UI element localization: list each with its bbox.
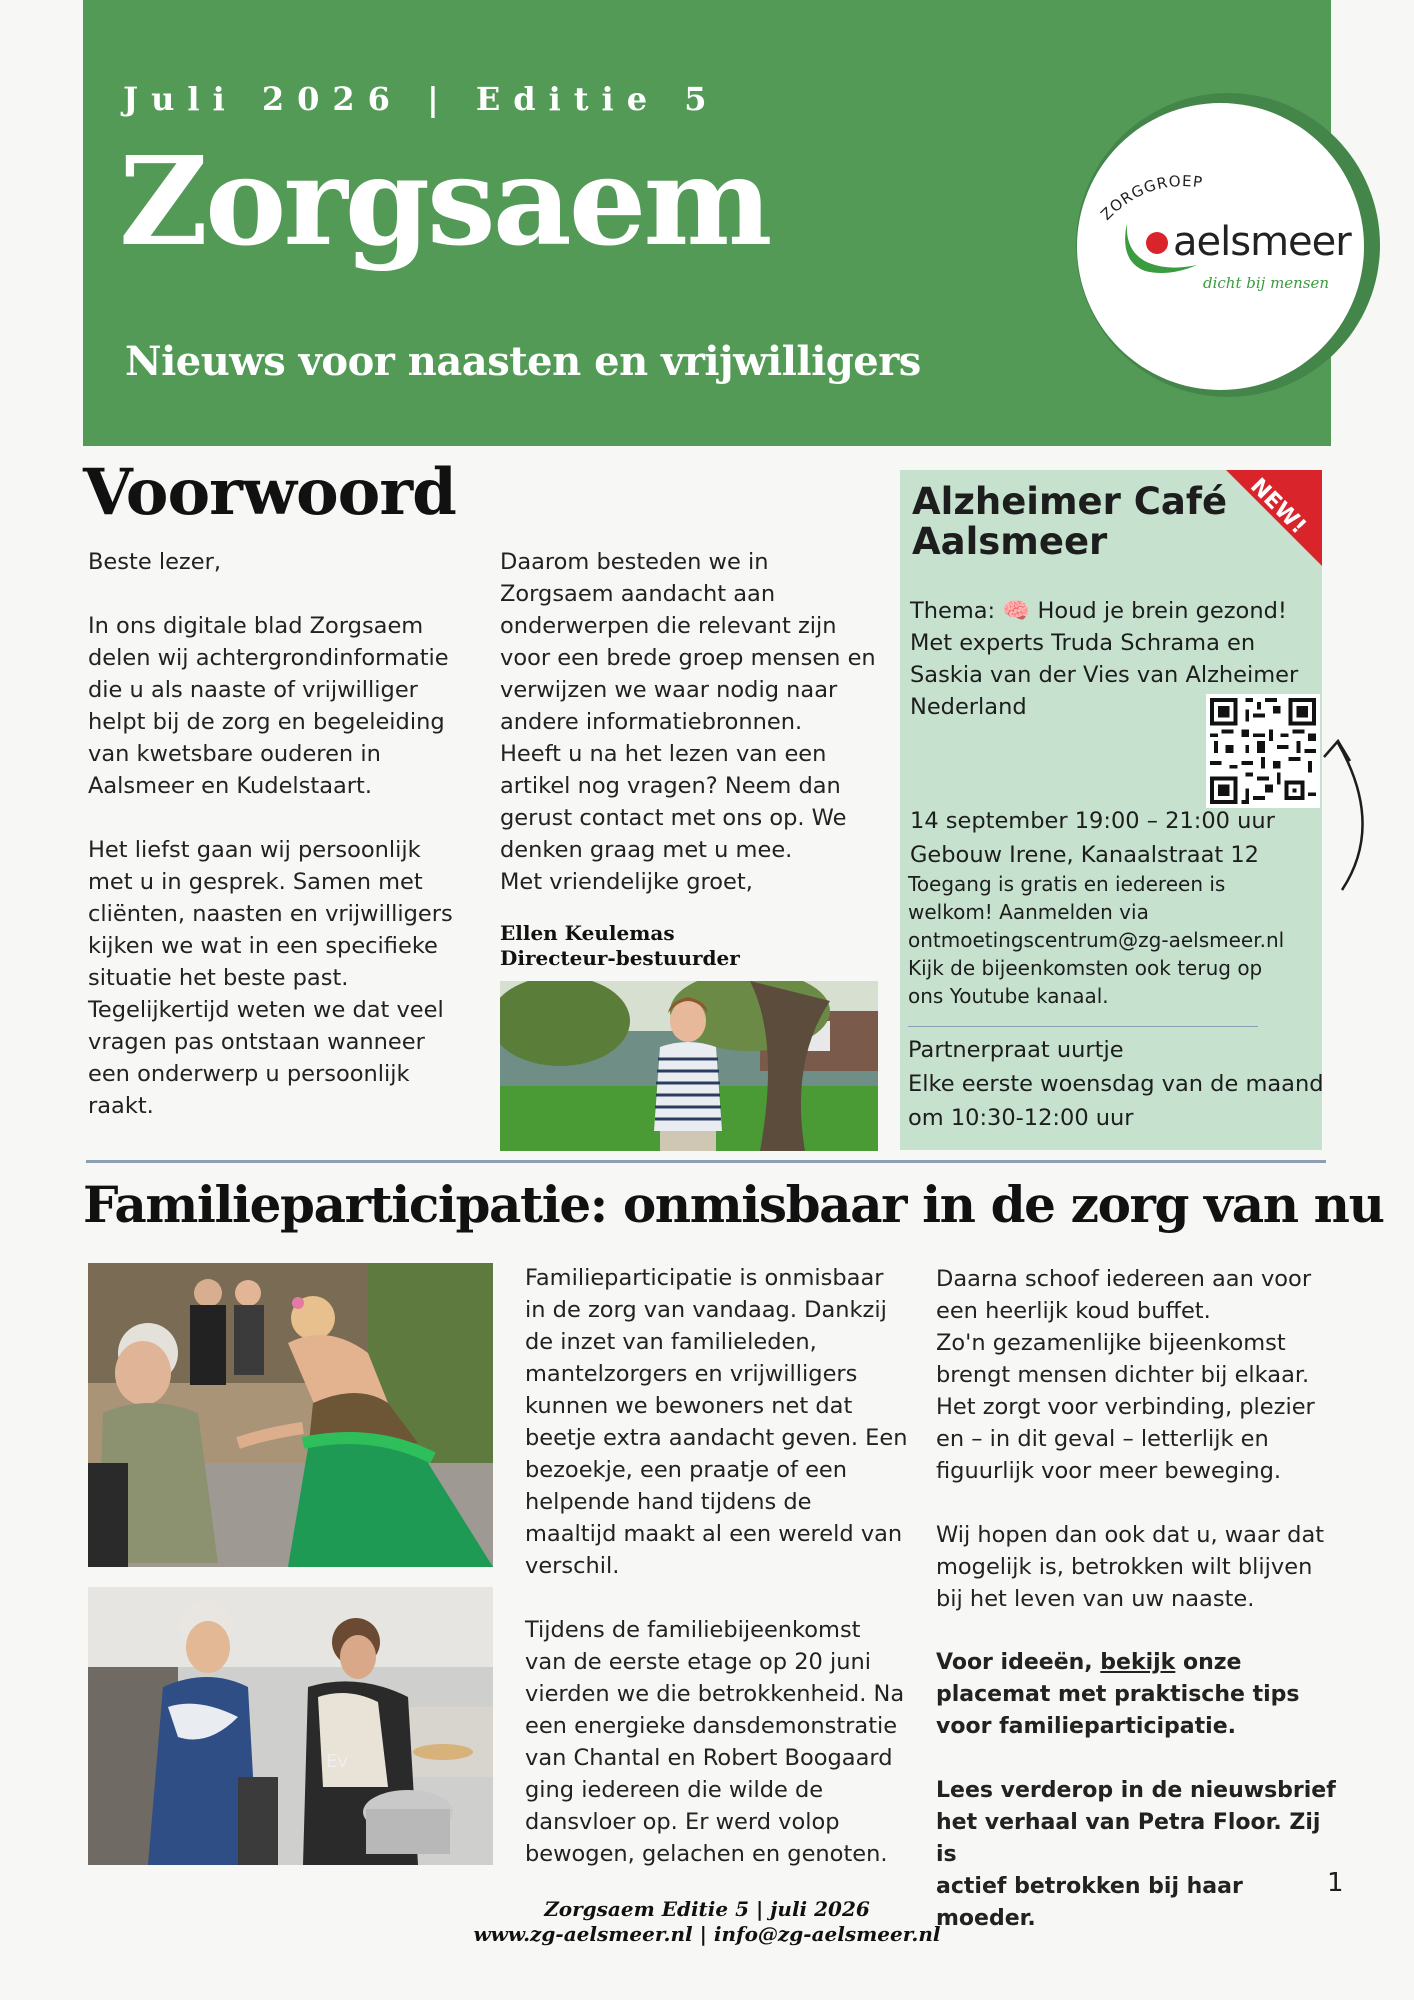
logo-name: aelsmeer (1173, 219, 1351, 265)
cafe-info-line-2: welkom! Aanmelden via (908, 900, 1149, 924)
cta-text-post: onze placemat met praktische tips voor familieparticipatie. (936, 1650, 1300, 1739)
signature-name: Ellen Keulemas (500, 921, 675, 945)
cafe-info-line-1: Toegang is gratis en iedereen is (908, 872, 1226, 896)
edition-label: Juli 2026 | Editie 5 (123, 80, 720, 118)
familie-cta (936, 1647, 1336, 1743)
cafe-location: Gebouw Irene, Kanaalstraat 12 (910, 842, 1259, 868)
new-badge (1226, 470, 1322, 566)
new-badge-label: NEW! (1245, 473, 1311, 540)
logo-tagline: dicht bij mensen (1203, 274, 1330, 292)
partner-title: Partnerpraat uurtje (908, 1037, 1124, 1063)
apron-text: Ev (326, 1751, 349, 1772)
cafe-info-line-5: ons Youtube kanaal. (908, 984, 1109, 1008)
curved-arrow-icon (1320, 735, 1380, 895)
cafe-title-line-2: Aalsmeer (912, 520, 1108, 563)
voorwoord-column-2: Daarom besteden we in Zorgsaem aandacht aan onderwerpen die relevant zijn voor een brede groep mensen en verwijzen we waar nodig naar andere informatiebronnen. Heeft u na het lezen van een artikel nog vragen? Neem dan gerust contact met ons op. We denken graag met u mee. Met vriendelijke groet, (500, 549, 876, 895)
familie-column-1: Familieparticipatie is onmisbaar in de zorg van vandaag. Dankzij de inzet van familieleden, mantelzorgers en vrijwilligers kunnen we bewoners net dat beetje extra aandacht geven. Een bezoekje, een praatje of een helpende hand tijdens de maaltijd maakt al een wereld van verschil. Tijdens de familiebijeenkomst van de eerste etage op 20 juni vierden we die betrokkenheid. Na een energieke dansdemonstratie van Chantal en Robert Boogaard ging iedereen die wilde de dansvloer op. Er werd volop bewogen, gelachen en genoten. (525, 1265, 908, 1867)
logo-top-text: ZORGGROEP (1097, 171, 1205, 224)
qr-code-icon[interactable] (1206, 694, 1320, 808)
voorwoord-heading: Voorwoord (83, 455, 456, 530)
svg-text:ZORGGROEP (1097, 172, 1204, 224)
signature-role: Directeur-bestuurder (500, 946, 740, 970)
zorggroep-aelsmeer-logo (1077, 103, 1364, 390)
cafe-theme-line-2: Met experts Truda Schrama en (910, 630, 1256, 656)
footer-contact[interactable]: www.zg-aelsmeer.nl | info@zg-aelsmeer.nl (473, 1922, 941, 1946)
buffet-photo (88, 1587, 493, 1865)
section-divider (86, 1160, 1326, 1163)
header-banner (83, 0, 1351, 446)
cta-text-pre: Voor ideeën, (936, 1650, 1101, 1675)
footer-edition: Zorgsaem Editie 5 | juli 2026 (544, 1897, 870, 1921)
cafe-date: 14 september 19:00 – 21:00 uur (910, 808, 1275, 834)
cafe-theme-line-1: Thema: 🧠 Houd je brein gezond! (910, 598, 1287, 624)
cafe-title-line-1: Alzheimer Café (912, 480, 1228, 523)
logo-badge (1077, 103, 1364, 390)
familie-heading: Familieparticipatie: onmisbaar in de zorg van nu (83, 1175, 1384, 1234)
logo-dot-icon (1146, 232, 1168, 254)
placemat-link[interactable]: bekijk (1100, 1650, 1176, 1675)
partner-line-2: om 10:30-12:00 uur (908, 1105, 1134, 1131)
cafe-theme-line-4: Nederland (910, 694, 1027, 720)
alzheimer-cafe-panel (900, 470, 1322, 1150)
director-photo (500, 981, 878, 1151)
cafe-email-link[interactable]: ontmoetingscentrum@zg-aelsmeer.nl (908, 928, 1285, 952)
familie-closing: Lees verderop in de nieuwsbrief het verhaal van Petra Floor. Zij is actief betrokken bij haar moeder. (936, 1778, 1336, 1931)
cafe-info-line-4: Kijk de bijeenkomsten ook terug op (908, 956, 1263, 980)
cafe-theme-line-3: Saskia van der Vies van Alzheimer (910, 662, 1299, 688)
newsletter-title: Zorgsaem (119, 129, 770, 273)
newsletter-subtitle: Nieuws voor naasten en vrijwilligers (125, 338, 921, 385)
dance-photo (88, 1263, 493, 1567)
partner-line-1: Elke eerste woensdag van de maand (908, 1071, 1324, 1097)
panel-divider (908, 1026, 1258, 1027)
familie-column-2: Daarna schoof iedereen aan voor een heerlijk koud buffet. Zo'n gezamenlijke bijeenkomst brengt mensen dichter bij elkaar. Het zorgt voor verbinding, plezier en – in dit geval – letterlijk en figuurlijk voor meer beweging. Wij hopen dan ook dat u, waar dat mogelijk is, betrokken wilt blijven bij het leven van uw naaste. (936, 1266, 1325, 1612)
page-number: 1 (1327, 1868, 1344, 1898)
voorwoord-column-1: Beste lezer, In ons digitale blad Zorgsaem delen wij achtergrondinformatie die u als naaste of vrijwilliger helpt bij de zorg en begeleiding van kwetsbare ouderen in Aalsmeer en Kudelstaart. Het liefst gaan wij persoonlijk met u in gesprek. Samen met cliënten, naasten en vrijwilligers kijken we wat in een specifieke situatie het beste past. Tegelijkertijd weten we dat veel vragen pas ontstaan wanneer een onderwerp u persoonlijk raakt. (88, 549, 453, 1119)
